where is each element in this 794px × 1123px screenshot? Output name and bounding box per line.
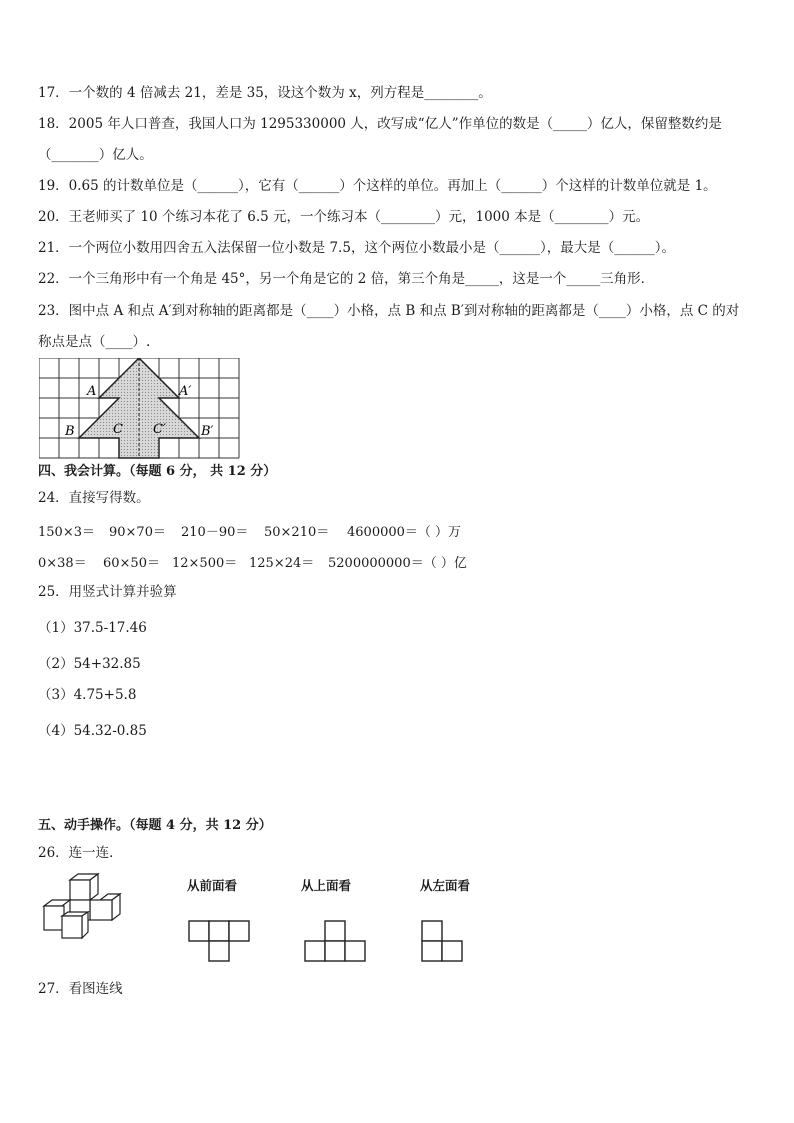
question-25: 25．用竖式计算并验算: [38, 584, 177, 600]
calc-item: 12×500＝: [172, 556, 238, 571]
view-shape-inverted-t: [303, 920, 367, 964]
question-24: 24．直接写得数。: [38, 490, 150, 506]
calc-item: 60×50＝: [103, 556, 160, 571]
view-shape-t: [188, 920, 250, 964]
calc-item: 5200000000＝（ ）亿: [328, 556, 467, 571]
question-18-line1: 18．2005 年人口普查，我国人口为 1295330000 人，改写成“亿人”作单位的数是（_____）亿人，保留整数约是: [38, 116, 722, 132]
vertical-calc-item: （1）37.5-17.46: [38, 620, 147, 636]
question-20: 20．王老师买了 10 个练习本花了 6.5 元，一个练习本（________）元，1000 本是（________）元。: [38, 209, 650, 225]
label-C: C: [113, 422, 123, 437]
vertical-calc-item: （4）54.32-0.85: [38, 723, 147, 739]
label-C-prime: C′: [153, 422, 166, 437]
calc-item: 0×38＝: [38, 556, 87, 571]
view-label-front: 从前面看: [187, 878, 238, 893]
label-A: A: [87, 384, 97, 399]
question-22: 22．一个三角形中有一个角是 45°，另一个角是它的 2 倍，第三个角是_____，这是一个_____三角形．: [38, 271, 655, 287]
question-19: 19．0.65 的计数单位是（______），它有（______）个这样的单位。再加上（______）个这样的计数单位就是 1。: [38, 178, 717, 194]
label-A-prime: A′: [179, 384, 192, 399]
calc-item: 4600000＝（ ）万: [347, 525, 462, 540]
view-label-left: 从左面看: [420, 878, 471, 893]
question-18-line2: （_______）亿人。: [38, 147, 153, 163]
symmetry-tree-figure: [39, 358, 241, 460]
calc-item: 90×70＝: [109, 525, 166, 540]
section-4-heading: 四、我会计算。（每题 6 分， 共 12 分）: [38, 464, 277, 479]
question-26: 26．连一连．: [38, 845, 123, 861]
vertical-calc-item: （2）54+32.85: [38, 656, 141, 672]
label-B-prime: B′: [201, 424, 214, 439]
view-shape-l: [420, 920, 464, 964]
question-27: 27．看图连线: [38, 981, 123, 997]
calc-item: 210－90＝: [181, 525, 249, 540]
calc-item: 125×24＝: [249, 556, 315, 571]
calc-item: 150×3＝: [38, 525, 95, 540]
question-21: 21．一个两位小数用四舍五入法保留一位小数是 7.5，这个两位小数最小是（______），最大是（______）。: [38, 240, 675, 256]
calc-item: 50×210＝: [264, 525, 330, 540]
cube-stack-figure: [42, 872, 124, 944]
vertical-calc-item: （3）4.75+5.8: [38, 687, 137, 703]
question-23-line1: 23．图中点 A 和点 A′到对称轴的距离都是（____）小格，点 B 和点 B′到对称轴的距离都是（____）小格，点 C 的对: [38, 303, 740, 319]
label-B: B: [65, 424, 75, 439]
view-label-top: 从上面看: [301, 878, 352, 893]
section-5-heading: 五、动手操作。（每题 4 分，共 12 分）: [38, 818, 272, 833]
question-17: 17．一个数的 4 倍减去 21，差是 35，设这个数为 x，列方程是________。: [38, 85, 492, 101]
question-23-line2: 称点是点（____）.: [38, 334, 151, 350]
